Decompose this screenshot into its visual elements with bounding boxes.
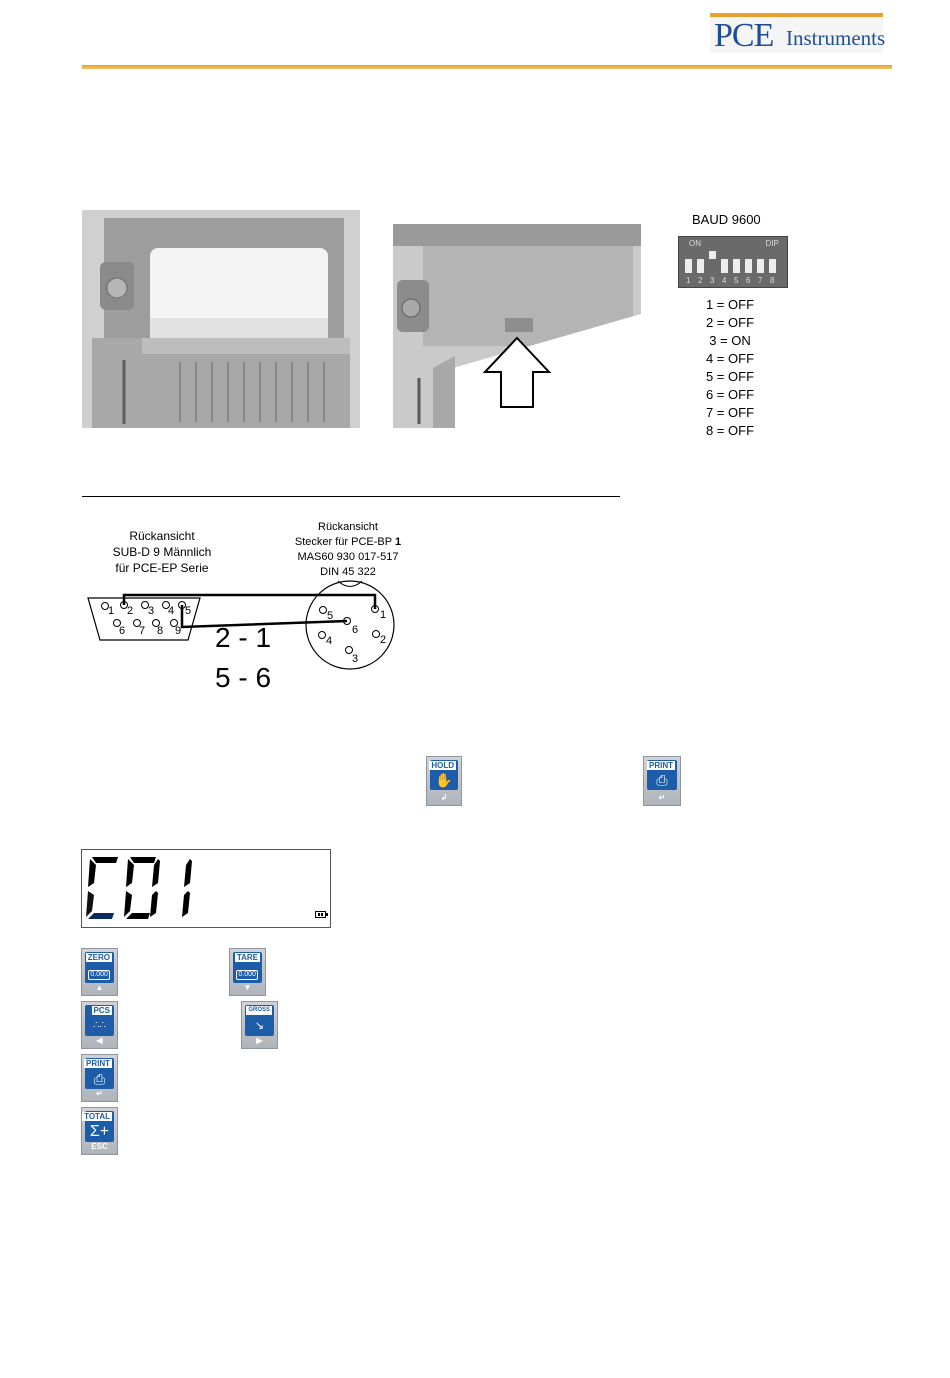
dip-switch-6 bbox=[745, 259, 752, 273]
subd-caption-line: SUB-D 9 Männlich bbox=[112, 545, 212, 559]
printer-icon: ⎙ bbox=[93, 1071, 106, 1088]
gross-key-icon bbox=[241, 1001, 278, 1049]
subd-pin-label: 5 bbox=[185, 605, 192, 617]
din-pin-label: 3 bbox=[352, 653, 359, 665]
printer-icon: ⎙ bbox=[656, 771, 668, 788]
tare-key-label: TARE bbox=[236, 953, 258, 962]
gross-net-icon: ↘ bbox=[254, 1020, 265, 1033]
din-caption-line: MAS60 930 017-517 bbox=[297, 551, 399, 563]
enter-arrow-icon: ↲ bbox=[440, 793, 448, 802]
esc-label: ESC bbox=[91, 1142, 108, 1151]
wire-pair-5-6: 5 - 6 bbox=[215, 662, 272, 693]
dip-switch-2 bbox=[697, 259, 704, 273]
dip-switch-7 bbox=[757, 259, 764, 273]
dip-switch-3 bbox=[709, 251, 716, 259]
tare-key-icon bbox=[229, 948, 266, 996]
dip-switch-4 bbox=[721, 259, 728, 273]
dip-number: 5 bbox=[734, 276, 739, 285]
header-rule bbox=[82, 65, 892, 69]
battery-icon bbox=[315, 911, 326, 918]
dip-switch-8 bbox=[769, 259, 776, 273]
gross-key-label: GROSS bbox=[248, 1007, 270, 1013]
total-key-label: TOTAL bbox=[84, 1112, 110, 1121]
din-pin-5 bbox=[320, 607, 327, 614]
print-key-icon bbox=[81, 1054, 118, 1102]
up-arrow-icon: ▲ bbox=[95, 983, 104, 992]
total-key-icon bbox=[81, 1107, 118, 1155]
din-pin-label: 2 bbox=[380, 634, 387, 646]
enter-arrow-icon: ↵ bbox=[658, 793, 666, 802]
pcs-key-label: PCS bbox=[93, 1006, 110, 1015]
section-divider bbox=[82, 496, 620, 497]
dip-setting: 8 = OFF bbox=[705, 423, 755, 438]
printer-photo-front bbox=[82, 210, 360, 428]
subd-pin-label: 9 bbox=[175, 625, 182, 637]
print-key-icon bbox=[643, 756, 681, 806]
subd-pin-label: 2 bbox=[127, 605, 134, 617]
dip-switch-5 bbox=[733, 259, 740, 273]
dip-number: 1 bbox=[686, 276, 691, 285]
down-arrow-icon: ▼ bbox=[243, 983, 252, 992]
dip-setting: 3 = ON bbox=[709, 333, 751, 348]
zero-key-value: 0.000 bbox=[88, 970, 110, 980]
hold-key-label: HOLD bbox=[431, 761, 454, 770]
dip-switch-1 bbox=[685, 259, 692, 273]
enter-arrow-icon: ↵ bbox=[96, 1089, 103, 1098]
subd-caption bbox=[82, 528, 242, 576]
din-pin-label: 4 bbox=[326, 635, 333, 647]
din-pin-label: 1 bbox=[380, 609, 387, 621]
hand-icon: ✋ bbox=[435, 771, 453, 788]
zero-key-icon bbox=[81, 948, 118, 996]
dip-on-label: ON bbox=[689, 239, 701, 248]
din-caption-bold: 1 bbox=[394, 536, 402, 548]
din-pin-2 bbox=[373, 631, 380, 638]
dip-number: 7 bbox=[758, 276, 763, 285]
din-pin-4 bbox=[319, 632, 326, 639]
din-caption-line: DIN 45 322 bbox=[320, 566, 376, 578]
sum-plus-icon: Σ+ bbox=[89, 1123, 110, 1141]
din-caption-line: Rückansicht bbox=[318, 521, 378, 533]
dip-number: 4 bbox=[722, 276, 727, 285]
print-key-label: PRINT bbox=[649, 761, 673, 770]
dip-number: 6 bbox=[746, 276, 751, 285]
dip-switch-title: BAUD 9600 bbox=[692, 212, 761, 227]
subd-pin-label: 3 bbox=[148, 605, 155, 617]
lcd-display bbox=[81, 849, 331, 928]
subd-pin-label: 6 bbox=[119, 625, 126, 637]
hold-key-icon bbox=[426, 756, 462, 806]
zero-key-label: ZERO bbox=[87, 953, 110, 962]
din-pin-label: 5 bbox=[327, 610, 334, 622]
wire-2-1 bbox=[124, 595, 375, 609]
din-caption bbox=[268, 520, 428, 580]
dip-setting: 7 = OFF bbox=[705, 405, 755, 420]
printer-photo-dip-location bbox=[393, 218, 641, 428]
din-pin-label: 6 bbox=[352, 624, 359, 636]
dip-setting: 2 = OFF bbox=[705, 315, 755, 330]
subd-pin-label: 8 bbox=[157, 625, 164, 637]
dip-number: 3 bbox=[710, 276, 715, 285]
pce-instruments-logo bbox=[710, 13, 886, 54]
left-arrow-icon: ◀ bbox=[96, 1036, 103, 1045]
logo-sub-text: Instruments bbox=[786, 26, 886, 50]
printer-underside-drawing bbox=[393, 218, 641, 428]
dip-setting: 6 = OFF bbox=[705, 387, 755, 402]
subd-caption-line: Rückansicht bbox=[129, 529, 195, 543]
print-key-label: PRINT bbox=[86, 1059, 110, 1068]
subd-pin-label: 1 bbox=[108, 605, 115, 617]
din-caption-line bbox=[268, 535, 428, 550]
dip-number: 2 bbox=[698, 276, 703, 285]
subd-pin-label: 7 bbox=[139, 625, 146, 637]
lcd-seven-segment bbox=[86, 853, 226, 923]
dip-setting: 4 = OFF bbox=[705, 351, 755, 366]
right-arrow-icon: ▶ bbox=[256, 1036, 263, 1045]
pieces-icon: ∴∴ bbox=[93, 1020, 106, 1032]
dip-number: 8 bbox=[770, 276, 775, 285]
dip-setting: 5 = OFF bbox=[705, 369, 755, 384]
pcs-key-icon bbox=[81, 1001, 118, 1049]
printer-front-drawing bbox=[82, 210, 360, 428]
din-caption-text: Stecker für PCE-BP bbox=[294, 536, 395, 548]
dip-setting: 1 = OFF bbox=[705, 297, 755, 312]
tare-key-value: 0.000 bbox=[236, 970, 258, 980]
wire-pair-2-1: 2 - 1 bbox=[215, 622, 272, 653]
subd-caption-line: für PCE-EP Serie bbox=[115, 561, 209, 575]
subd-pin-label: 4 bbox=[168, 605, 175, 617]
dip-switch-block bbox=[678, 236, 788, 288]
dip-label: DIP bbox=[765, 239, 779, 248]
logo-main-text: PCE bbox=[714, 17, 774, 54]
